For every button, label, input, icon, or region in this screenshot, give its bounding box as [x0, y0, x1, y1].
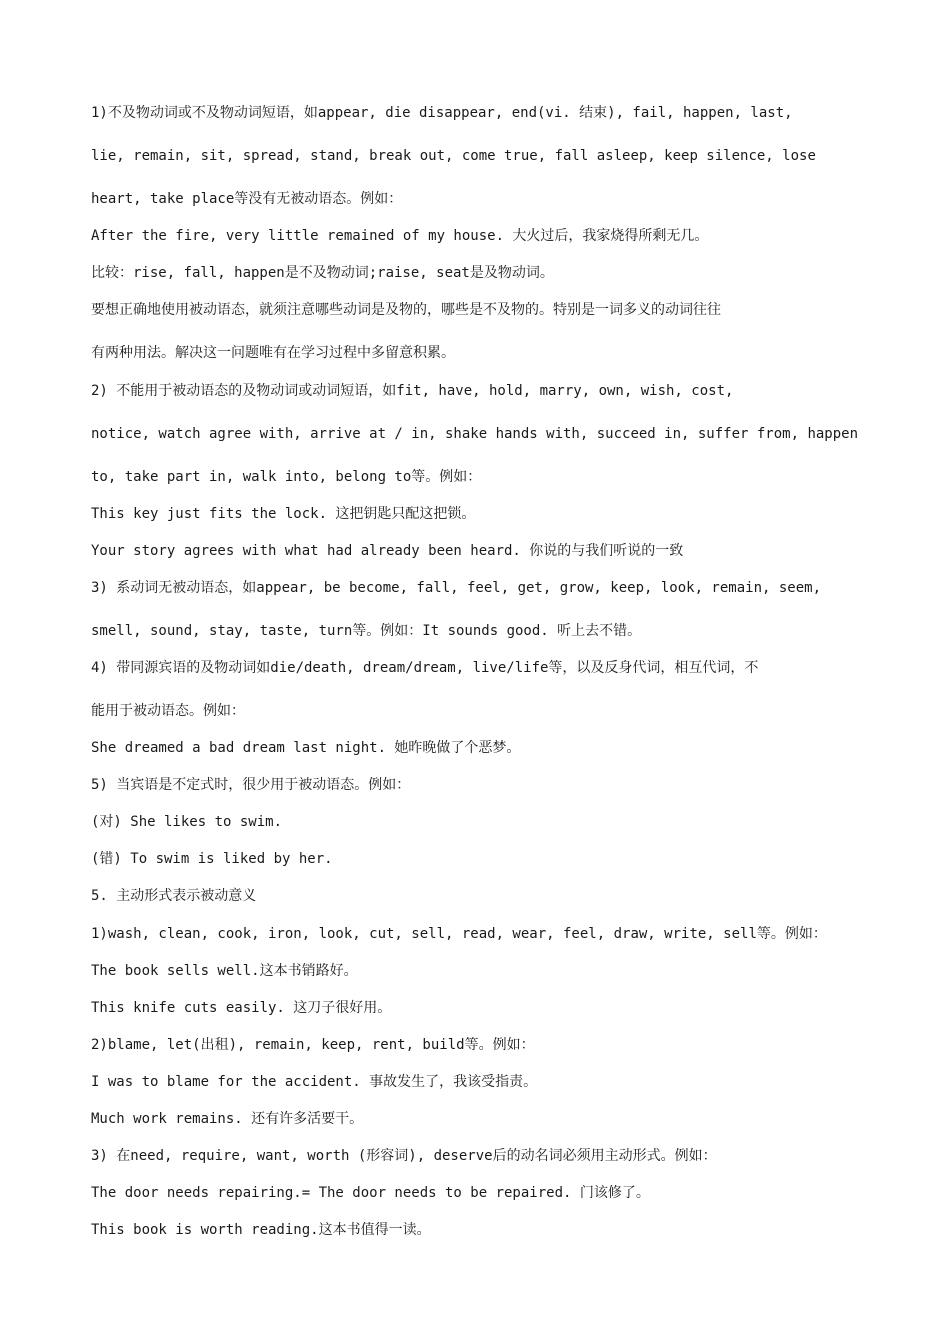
text-line: 1)wash, clean, cook, iron, look, cut, sell, read, wear, feel, draw, write, sell等。例如： [91, 926, 827, 942]
text-line: to, take part in, walk into, belong to等。例如： [91, 469, 482, 485]
text-line: heart, take place等没有无被动语态。例如： [91, 191, 403, 207]
text-line: lie, remain, sit, spread, stand, break out, come true, fall asleep, keep silence, lose [91, 148, 816, 164]
text-line: (对) She likes to swim. [91, 814, 283, 830]
text-line: Much work remains. 还有许多活要干。 [91, 1111, 364, 1127]
text-line: 4) 带同源宾语的及物动词如die/death, dream/dream, live/life等，以及反身代词，相互代词，不 [91, 660, 759, 676]
text-line: (错) To swim is liked by her. [91, 851, 333, 867]
text-line: This knife cuts easily. 这刀子很好用。 [91, 1000, 392, 1016]
text-line: 1)不及物动词或不及物动词短语，如appear, die disappear, end(vi. 结束), fail, happen, last, [91, 105, 793, 121]
section-heading: 5. 主动形式表示被动意义 [91, 888, 257, 904]
text-line: 有两种用法。解决这一问题唯有在学习过程中多留意积累。 [91, 345, 455, 361]
text-line: 能用于被动语态。例如： [91, 703, 245, 719]
text-line: 3) 在need, require, want, worth (形容词), deserve后的动名词必须用主动形式。例如： [91, 1148, 717, 1164]
text-line: The door needs repairing.= The door needs to be repaired. 门该修了。 [91, 1185, 650, 1201]
text-line: She dreamed a bad dream last night. 她昨晚做了个恶梦。 [91, 740, 521, 756]
text-line: The book sells well.这本书销路好。 [91, 963, 358, 979]
text-line: 5) 当宾语是不定式时，很少用于被动语态。例如： [91, 777, 411, 793]
text-line: 比较：rise, fall, happen是不及物动词;raise, seat是及物动词。 [91, 265, 554, 281]
text-line: smell, sound, stay, taste, turn等。例如：It sounds good. 听上去不错。 [91, 623, 642, 639]
text-line: notice, watch agree with, arrive at / in, shake hands with, succeed in, suffer from, happen [91, 426, 859, 442]
text-line: After the fire, very little remained of my house. 大火过后，我家烧得所剩无几。 [91, 228, 709, 244]
text-line: 要想正确地使用被动语态，就须注意哪些动词是及物的，哪些是不及物的。特别是一词多义的动词往往 [91, 302, 721, 318]
text-line: This key just fits the lock. 这把钥匙只配这把锁。 [91, 506, 476, 522]
text-line: Your story agrees with what had already been heard. 你说的与我们听说的一致 [91, 543, 684, 559]
text-line: I was to blame for the accident. 事故发生了，我该受指责。 [91, 1074, 538, 1090]
text-line: 2) 不能用于被动语态的及物动词或动词短语，如fit, have, hold, marry, own, wish, cost, [91, 383, 734, 399]
text-line: This book is worth reading.这本书值得一读。 [91, 1222, 431, 1238]
text-line: 2)blame, let(出租), remain, keep, rent, build等。例如： [91, 1037, 535, 1053]
text-line: 3) 系动词无被动语态，如appear, be become, fall, feel, get, grow, keep, look, remain, seem, [91, 580, 822, 596]
